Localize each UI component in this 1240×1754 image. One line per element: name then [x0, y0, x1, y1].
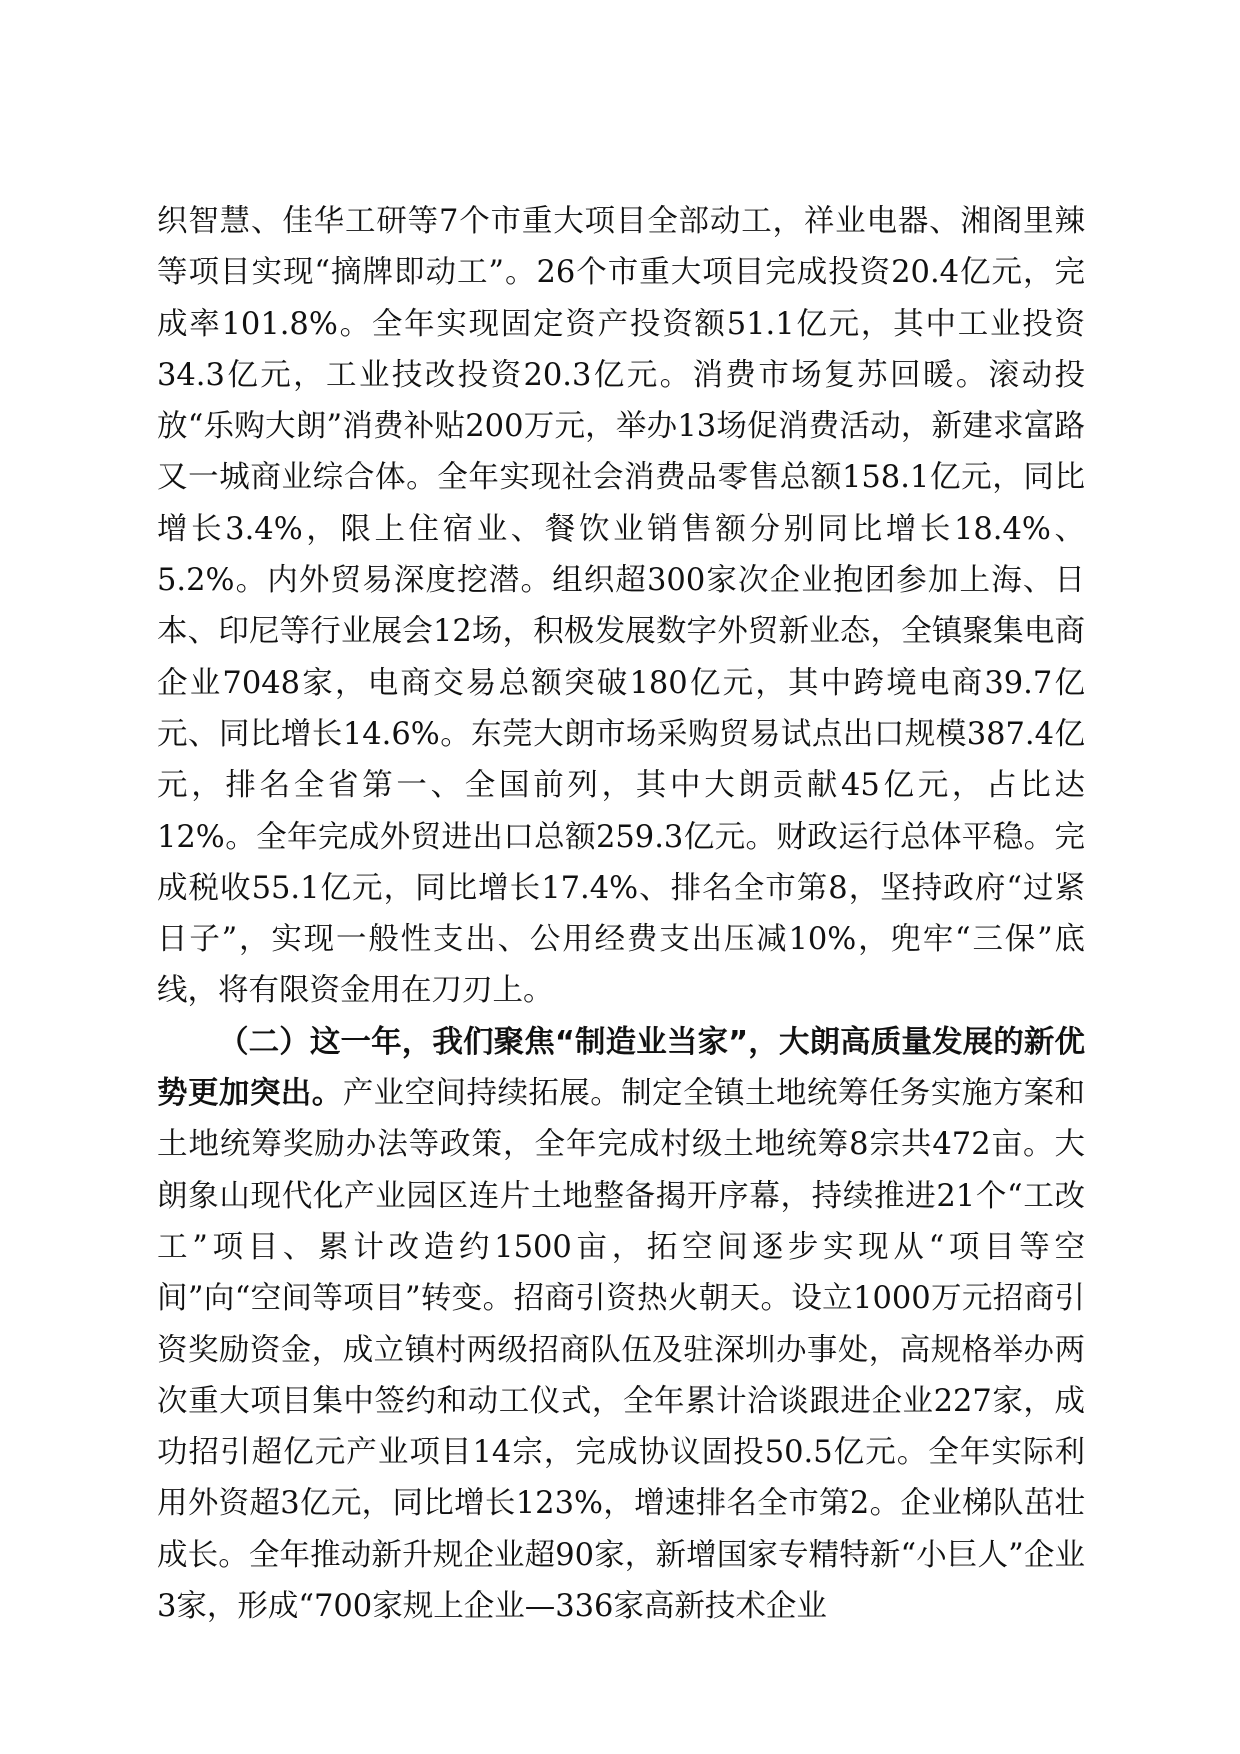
document-body	[157, 196, 1085, 1632]
section-two-body: 产业空间持续拓展。制定全镇土地统筹任务实施方案和土地统筹奖励办法等政策，全年完成村级土地统筹8宗共472亩。大朗象山现代化产业园区连片土地整备揭开序幕，持续推进21个“工改工”项目、累计改造约1500亩，拓空间逐步实现从“项目等空间”向“空间等项目”转变。招商引资热火朝天。设立1000万元招商引资奖励资金，成立镇村两级招商队伍及驻深圳办事处，高规格举办两次重大项目集中签约和动工仪式，全年累计洽谈跟进企业227家，成功招引超亿元产业项目14宗，完成协议固投50.5亿元。全年实际利用外资超3亿元，同比增长123%，增速排名全市第2。企业梯队茁壮成长。全年推动新升规企业超90家，新增国家专精特新“小巨人”企业3家，形成“700家规上企业—336家高新技术企业	[157, 1076, 1086, 1625]
paragraph-continued: 织智慧、佳华工研等7个市重大项目全部动工，祥业电器、湘阁里辣等项目实现“摘牌即动工”。26个市重大项目完成投资20.4亿元，完成率101.8%。全年实现固定资产投资额51.1亿元，其中工业投资34.3亿元，工业技改投资20.3亿元。消费市场复苏回暖。滚动投放“乐购大朗”消费补贴200万元，举办13场促消费活动，新建求富路又一城商业综合体。全年实现社会消费品零售总额158.1亿元，同比增长3.4%，限上住宿业、餐饮业销售额分别同比增长18.4%、5.2%。内外贸易深度挖潜。组织超300家次企业抱团参加上海、日本、印尼等行业展会12场，积极发展数字外贸新业态，全镇聚集电商企业7048家，电商交易总额突破180亿元，其中跨境电商39.7亿元、同比增长14.6%。东莞大朗市场采购贸易试点出口规模387.4亿元，排名全省第一、全国前列，其中大朗贡献45亿元，占比达12%。全年完成外贸进出口总额259.3亿元。财政运行总体平稳。完成税收55.1亿元，同比增长17.4%、排名全市第8，坚持政府“过紧日子”，实现一般性支出、公用经费支出压减10%，兜牢“三保”底线，将有限资金用在刀刃上。	[157, 204, 1085, 1009]
section-two-heading: （二）这一年，我们聚焦“制造业当家”，大朗高质量发展的新优势更加突出。	[157, 1024, 1085, 1112]
paragraph-section-two	[157, 1017, 1085, 1633]
